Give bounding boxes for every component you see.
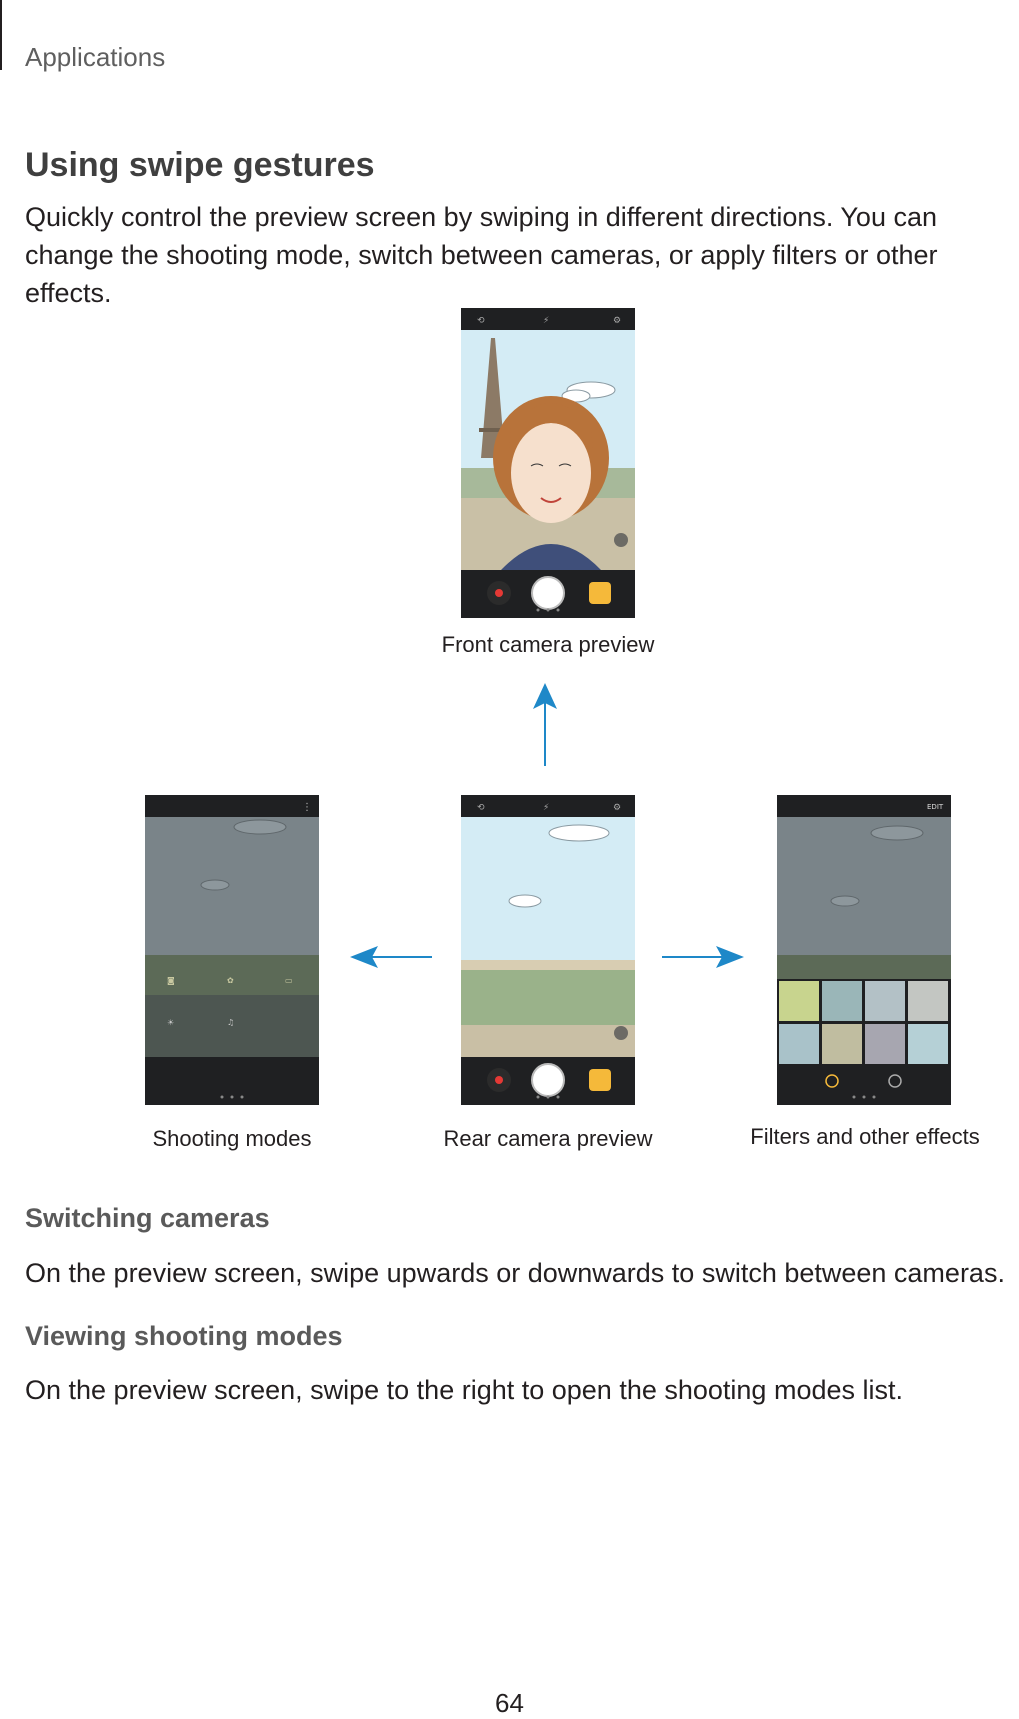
page-title: Using swipe gestures (25, 146, 375, 184)
svg-text:⋮: ⋮ (302, 802, 312, 813)
switching-cameras-heading: Switching cameras (25, 1203, 270, 1233)
svg-text:⚡: ⚡ (543, 803, 550, 813)
front-camera-caption: Front camera preview (441, 632, 655, 657)
shooting-modes-caption: Shooting modes (152, 1126, 312, 1151)
svg-text:⟲: ⟲ (477, 316, 485, 326)
svg-text:☀: ☀ (167, 1018, 175, 1027)
filters-effects-caption: Filters and other effects (750, 1124, 980, 1149)
switching-cameras-text: On the preview screen, swipe upwards or downwards to switch between cameras. (25, 1258, 1005, 1288)
svg-text:⚙: ⚙ (613, 316, 622, 326)
rear-camera-preview-screenshot (461, 795, 635, 1105)
svg-text:⟲: ⟲ (477, 803, 485, 813)
viewing-modes-text: On the preview screen, swipe to the right to open the shooting modes list. (25, 1375, 903, 1405)
shooting-modes-screenshot (145, 795, 319, 1105)
filters-effects-screenshot (777, 795, 951, 1105)
front-camera-preview-screenshot (461, 308, 635, 618)
page-number: 64 (495, 1688, 524, 1718)
viewing-modes-heading: Viewing shooting modes (25, 1321, 343, 1351)
swipe-up-arrow-icon (530, 683, 560, 766)
svg-text:✿: ✿ (227, 976, 234, 985)
intro-paragraph: Quickly control the preview screen by swiping in different directions. You can change the shooting mode, switch between cameras, or apply filters or other effects. (25, 202, 938, 308)
svg-text:⚙: ⚙ (613, 803, 622, 813)
svg-text:⚡: ⚡ (543, 316, 550, 326)
section-header: Applications (25, 42, 166, 72)
svg-text:♫: ♫ (227, 1018, 235, 1027)
svg-text:▭: ▭ (285, 976, 293, 985)
filters-edit-label: EDIT (927, 803, 944, 811)
swipe-right-arrow-icon (662, 944, 744, 970)
swipe-left-arrow-icon (350, 944, 432, 970)
rear-camera-caption: Rear camera preview (443, 1126, 653, 1151)
svg-text:◙: ◙ (167, 976, 175, 985)
margin-rule (0, 0, 2, 70)
